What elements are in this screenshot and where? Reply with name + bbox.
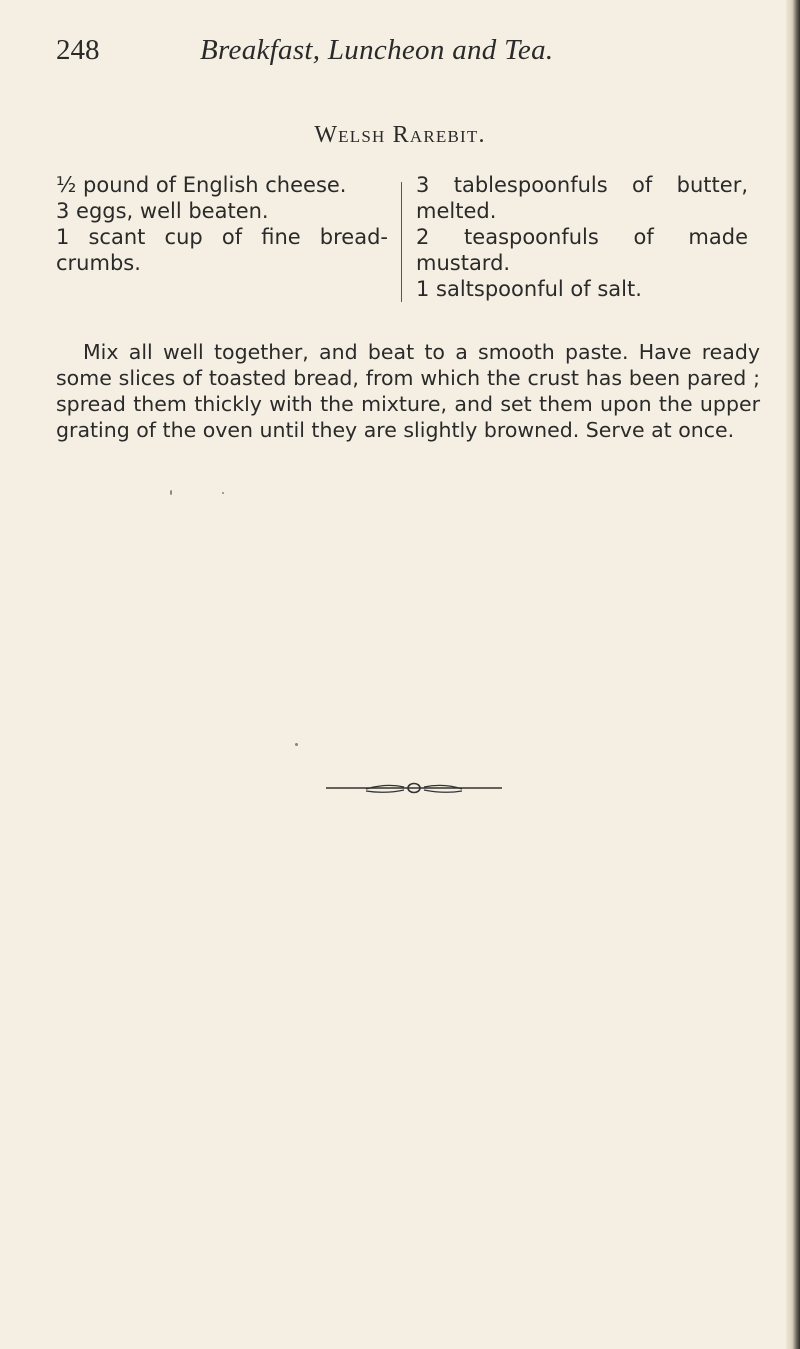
ingredient-item: 3 eggs, well beaten. [56, 199, 269, 223]
page-number: 248 [56, 34, 100, 66]
recipe-title: Welsh Rarebit. [314, 122, 486, 148]
paper-speck [170, 490, 172, 495]
ingredients-list [56, 172, 760, 308]
page-header [56, 34, 760, 74]
ingredient-item: 1 saltspoonful of salt. [416, 277, 642, 301]
method-paragraph: Mix all well together, and beat to a smooth paste. Have ready some slices of toasted bread, from which the crust has been pared ; spread them thickly with the mixture, and set them upon the upper grating of the oven until they are slightly browned. Serve at once. [56, 339, 760, 442]
ingredients-right-column [402, 172, 748, 308]
ingredients-left-column [56, 172, 401, 308]
page-edge-shadow [786, 0, 800, 1349]
paper-speck [222, 492, 224, 494]
ingredient-item: 2 teaspoonfuls of made mustard. [416, 225, 748, 275]
ingredient-item: 1 scant cup of fine bread-crumbs. [56, 225, 388, 275]
ingredient-item: ½ pound of English cheese. [56, 173, 347, 197]
running-title: Breakfast, Luncheon and Tea. [200, 34, 554, 66]
ornament-divider [326, 780, 502, 796]
paper-speck [295, 743, 298, 746]
ingredient-item: 3 tablespoonfuls of butter, melted. [416, 173, 748, 223]
